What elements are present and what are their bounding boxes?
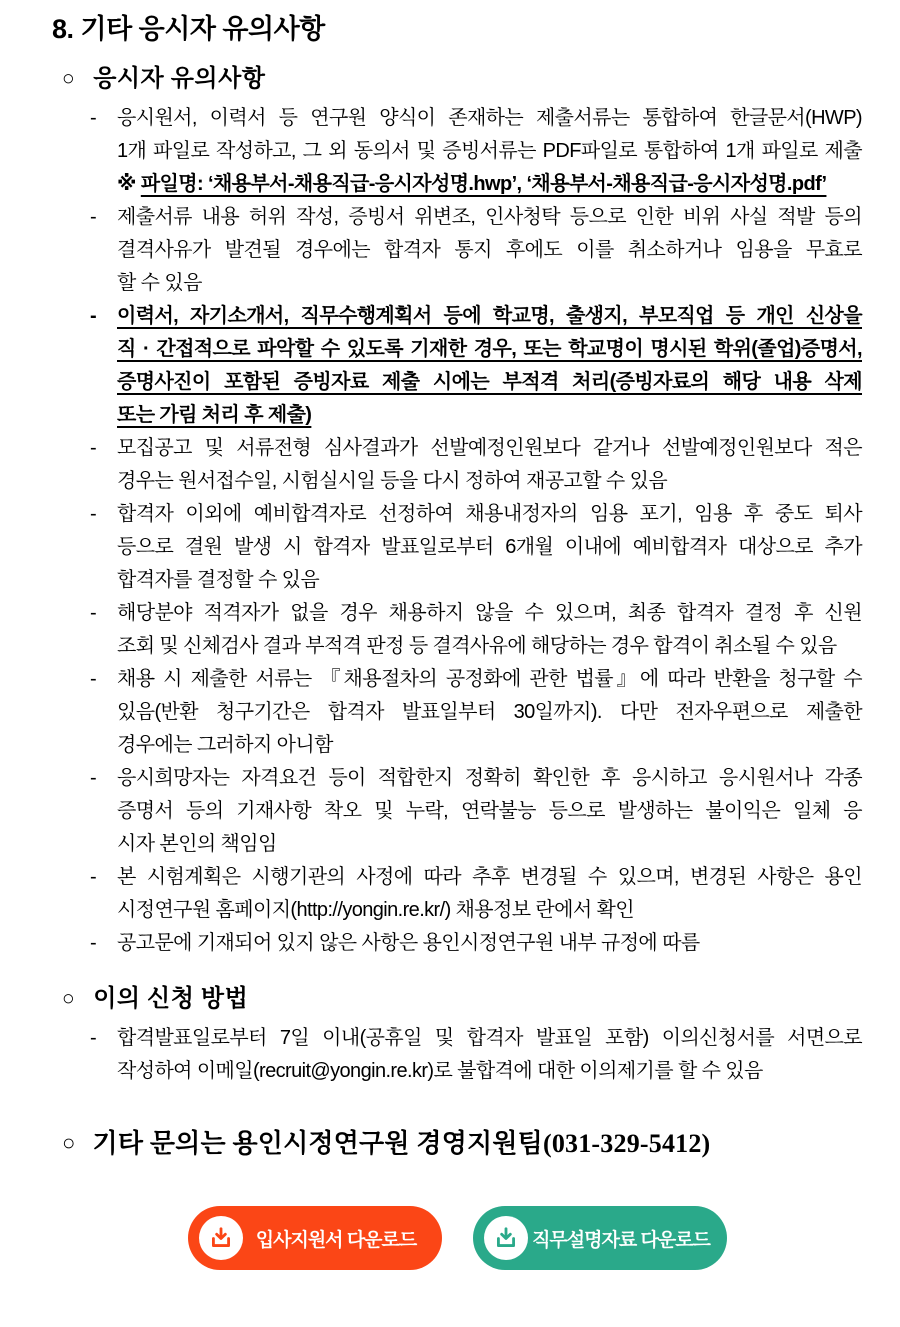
notice-line: 증명서 등의 기재사항 착오 및 누락, 연락불능 등으로 발생하는 불이익은 일체 응 bbox=[117, 800, 862, 822]
download-button-label: 직무설명자료 다운로드 bbox=[532, 1229, 710, 1251]
section-heading-text: 이의 신청 방법 bbox=[93, 986, 249, 1012]
reference-mark: ※ bbox=[117, 173, 141, 195]
dash-bullet: - bbox=[90, 932, 97, 954]
circle-bullet: ○ bbox=[62, 1130, 76, 1155]
dash-bullet: - bbox=[90, 107, 97, 129]
notice-line: 응시희망자는 자격요건 등이 적합한지 정확히 확인한 후 응시하고 응시원서나 각종 bbox=[117, 767, 862, 789]
notice-line: 할 수 있음 bbox=[117, 272, 202, 294]
notice-item bbox=[90, 663, 862, 762]
notice-line: 이력서, 자기소개서, 직무수행계획서 등에 학교명, 출생지, 부모직업 등 개인 신상을 bbox=[117, 305, 862, 327]
download-icon bbox=[484, 1216, 528, 1260]
download-icon bbox=[199, 1216, 243, 1260]
dash-bullet: - bbox=[90, 602, 97, 624]
filename-note bbox=[117, 168, 862, 201]
page-title: 8. 기타 응시자 유의사항 bbox=[52, 14, 325, 44]
section-2 bbox=[52, 982, 862, 1088]
dash-bullet: - bbox=[90, 1027, 97, 1049]
notice-item bbox=[90, 762, 862, 861]
dash-bullet: - bbox=[90, 206, 97, 228]
notice-line: 제출서류 내용 허위 작성, 증빙서 위변조, 인사청탁 등으로 인한 비위 사실 적발 등의 bbox=[117, 206, 862, 228]
notice-line: 1개 파일로 작성하고, 그 외 동의서 및 증빙서류는 PDF파일로 통합하여 1개 파일로 제출 bbox=[117, 140, 862, 162]
section-1 bbox=[52, 62, 862, 960]
notice-line: 증명사진이 포함된 증빙자료 제출 시에는 부적격 처리(증빙자료의 해당 내용 삭제 bbox=[117, 371, 862, 393]
notice-item bbox=[90, 1022, 862, 1088]
job-description-download-button[interactable] bbox=[473, 1206, 727, 1270]
notice-line: 해당분야 적격자가 없을 경우 채용하지 않을 수 있으며, 최종 합격자 결정 후 신원 bbox=[117, 602, 862, 624]
notice-item bbox=[90, 102, 862, 201]
application-form-download-button[interactable] bbox=[188, 1206, 442, 1270]
notice-line: 결격사유가 발견될 경우에는 합격자 통지 후에도 이를 취소하거나 임용을 무효로 bbox=[117, 239, 862, 261]
notice-line: 합격발표일로부터 7일 이내(공휴일 및 합격자 발표일 포함) 이의신청서를 서면으로 bbox=[117, 1027, 862, 1049]
dash-bullet: - bbox=[90, 305, 97, 327]
notice-item bbox=[90, 861, 862, 927]
filename-note-text: 파일명: ‘채용부서-채용직급-응시자성명.hwp’, ‘채용부서-채용직급-응시자성명.pdf’ bbox=[140, 173, 827, 195]
contact-line bbox=[62, 1126, 862, 1162]
section-heading-text: 응시자 유의사항 bbox=[93, 66, 266, 92]
notice-line: 모집공고 및 서류전형 심사결과가 선발예정인원보다 같거나 선발예정인원보다 적은 bbox=[117, 437, 862, 459]
notice-line: 경우에는 그러하지 아니함 bbox=[117, 734, 333, 756]
section-heading bbox=[62, 62, 862, 96]
circle-bullet: ○ bbox=[62, 66, 76, 90]
notice-line: 채용 시 제출한 서류는 『채용절차의 공정화에 관한 법률』에 따라 반환을 청구할 수 bbox=[117, 668, 862, 690]
notice-line: 합격자 이외에 예비합격자로 선정하여 채용내정자의 임용 포기, 임용 후 중도 퇴사 bbox=[117, 503, 862, 525]
dash-bullet: - bbox=[90, 866, 97, 888]
notice-line: 합격자를 결정할 수 있음 bbox=[117, 569, 320, 591]
notice-line: 있음(반환 청구기간은 합격자 발표일부터 30일까지). 다만 전자우편으로 제출한 bbox=[117, 701, 862, 723]
notice-line: 시정연구원 홈페이지(http://yongin.re.kr/) 채용정보 란에서 확인 bbox=[117, 899, 634, 921]
notice-item bbox=[90, 927, 862, 960]
notice-sections bbox=[52, 62, 862, 1088]
notice-item bbox=[90, 597, 862, 663]
notice-item bbox=[90, 432, 862, 498]
notice-item bbox=[90, 300, 862, 432]
notice-item bbox=[90, 498, 862, 597]
contact-text: 기타 문의는 용인시정연구원 경영지원팀(031-329-5412) bbox=[92, 1129, 711, 1158]
circle-bullet: ○ bbox=[62, 986, 76, 1010]
notice-line: 시자 본인의 책임임 bbox=[117, 833, 277, 855]
notice-line: 본 시험계획은 시행기관의 사정에 따라 추후 변경될 수 있으며, 변경된 사항은 용인 bbox=[117, 866, 862, 888]
dash-bullet: - bbox=[90, 437, 97, 459]
dash-bullet: - bbox=[90, 503, 97, 525]
notice-line: 공고문에 기재되어 있지 않은 사항은 용인시정연구원 내부 규정에 따름 bbox=[117, 932, 700, 954]
notice-item bbox=[90, 201, 862, 300]
dash-bullet: - bbox=[90, 767, 97, 789]
notice-line: 또는 가림 처리 후 제출) bbox=[117, 404, 312, 426]
notice-line: 경우는 원서접수일, 시험실시일 등을 다시 정하여 재공고할 수 있음 bbox=[117, 470, 668, 492]
notice-line: 조회 및 신체검사 결과 부적격 판정 등 결격사유에 해당하는 경우 합격이 취소될 수 있음 bbox=[117, 635, 837, 657]
dash-bullet: - bbox=[90, 668, 97, 690]
notice-line: 등으로 결원 발생 시 합격자 발표일로부터 6개월 이내에 예비합격자 대상으로 추가 bbox=[117, 536, 862, 558]
notice-line: 직 · 간접적으로 파악할 수 있도록 기재한 경우, 또는 학교명이 명시된 학위(졸업)증명서, bbox=[117, 338, 862, 360]
notice-line: 작성하여 이메일(recruit@yongin.re.kr)로 불합격에 대한 이의제기를 할 수 있음 bbox=[117, 1060, 763, 1082]
download-buttons-row bbox=[52, 1206, 862, 1270]
section-heading bbox=[62, 982, 862, 1016]
download-button-label: 입사지원서 다운로드 bbox=[255, 1229, 417, 1251]
notice-line: 응시원서, 이력서 등 연구원 양식이 존재하는 제출서류는 통합하여 한글문서(HWP) bbox=[117, 107, 862, 129]
